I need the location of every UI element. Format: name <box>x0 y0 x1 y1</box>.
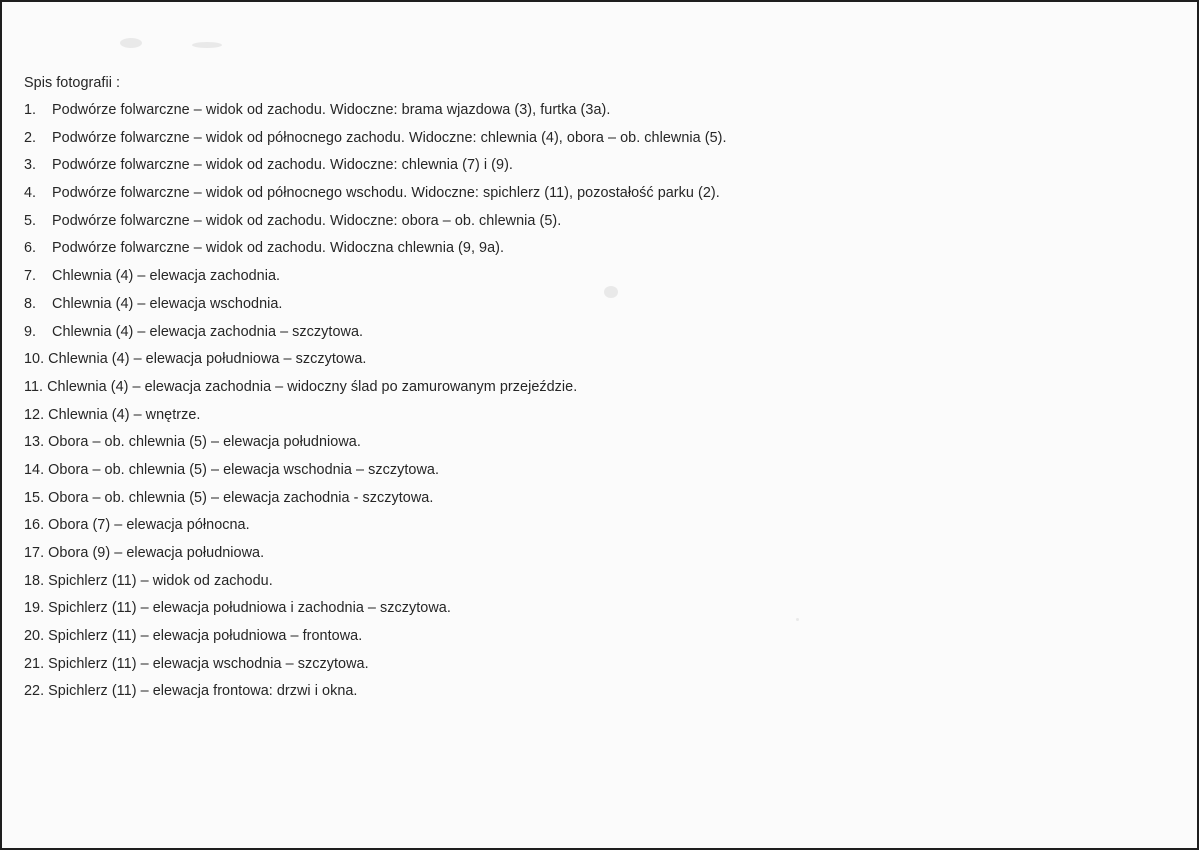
list-item <box>24 485 727 513</box>
list-item <box>24 678 727 706</box>
item-number: 7. <box>24 268 37 285</box>
scan-speck <box>796 618 799 621</box>
item-number: 13. <box>24 434 45 451</box>
list-item <box>24 568 727 596</box>
item-text: Spichlerz (11) – elewacja południowa i zachodnia – szczytowa. <box>48 600 451 617</box>
item-text: Chlewnia (4) – elewacja zachodnia – szczytowa. <box>52 323 364 340</box>
list-item <box>24 651 727 679</box>
item-number: 8. <box>24 295 37 312</box>
item-number: 19. <box>24 600 45 617</box>
item-text: Obora – ob. chlewnia (5) – elewacja południowa. <box>48 434 361 451</box>
list-item <box>24 263 727 291</box>
item-text: Spichlerz (11) – widok od zachodu. <box>48 572 273 589</box>
item-text: Obora – ob. chlewnia (5) – elewacja zachodnia - szczytowa. <box>48 489 434 506</box>
item-text: Podwórze folwarczne – widok od północnego wschodu. Widoczne: spichlerz (11), pozostałość parku (2). <box>52 185 720 202</box>
item-text: Obora (9) – elewacja południowa. <box>48 545 265 561</box>
item-text: Chlewnia (4) – elewacja wschodnia. <box>52 295 283 312</box>
list-item <box>24 208 727 236</box>
list-item <box>24 595 727 623</box>
item-text: Chlewnia (4) – elewacja południowa – szczytowa. <box>48 351 367 368</box>
document-title: Spis fotografii : <box>24 75 121 91</box>
list-item <box>24 346 727 374</box>
item-number: 10. <box>24 351 45 368</box>
item-number: 18. <box>24 572 45 589</box>
item-number: 11. <box>24 378 44 395</box>
list-item <box>24 457 727 485</box>
item-text: Podwórze folwarczne – widok od zachodu. Widoczne: brama wjazdowa (3), furtka (3a). <box>52 102 611 118</box>
item-number: 9. <box>24 323 37 340</box>
item-number: 16. <box>24 517 45 534</box>
list-item <box>24 623 727 651</box>
item-number: 22. <box>24 683 45 700</box>
list-item <box>24 540 727 568</box>
item-number: 6. <box>24 240 37 257</box>
item-number: 5. <box>24 212 37 229</box>
item-text: Chlewnia (4) – wnętrze. <box>48 406 201 423</box>
item-text: Chlewnia (4) – elewacja zachodnia. <box>52 268 281 285</box>
item-number: 21. <box>24 655 45 672</box>
item-text: Podwórze folwarczne – widok od północnego zachodu. Widoczne: chlewnia (4), obora – ob. chlewnia (5). <box>52 129 727 146</box>
list-item <box>24 319 727 347</box>
item-number: 4. <box>24 185 37 202</box>
list-item <box>24 512 727 540</box>
item-text: Spichlerz (11) – elewacja południowa – frontowa. <box>48 628 363 645</box>
scan-speck <box>120 38 142 48</box>
item-text: Podwórze folwarczne – widok od zachodu. Widoczne: chlewnia (7) i (9). <box>52 157 513 174</box>
item-number: 15. <box>24 489 45 506</box>
list-item <box>24 125 727 153</box>
item-text: Obora (7) – elewacja północna. <box>48 517 250 534</box>
scan-speck <box>192 42 222 48</box>
item-number: 17. <box>24 545 45 561</box>
list-item <box>24 402 727 430</box>
list-item <box>24 429 727 457</box>
list-item <box>24 374 727 402</box>
photo-list-document <box>24 70 727 706</box>
list-item <box>24 291 727 319</box>
item-text: Spichlerz (11) – elewacja frontowa: drzwi i okna. <box>48 683 358 700</box>
photo-list <box>24 97 727 706</box>
item-number: 20. <box>24 628 45 645</box>
item-number: 14. <box>24 461 45 478</box>
item-number: 2. <box>24 129 37 146</box>
list-item <box>24 97 727 125</box>
item-text: Podwórze folwarczne – widok od zachodu. Widoczna chlewnia (9, 9a). <box>52 240 505 257</box>
item-text: Spichlerz (11) – elewacja wschodnia – szczytowa. <box>48 655 369 672</box>
list-item <box>24 235 727 263</box>
item-number: 1. <box>24 102 37 118</box>
item-text: Podwórze folwarczne – widok od zachodu. Widoczne: obora – ob. chlewnia (5). <box>52 212 562 229</box>
item-number: 12. <box>24 406 45 423</box>
item-text: Obora – ob. chlewnia (5) – elewacja wschodnia – szczytowa. <box>48 461 439 478</box>
list-item <box>24 180 727 208</box>
item-text: Chlewnia (4) – elewacja zachodnia – widoczny ślad po zamurowanym przejeździe. <box>47 378 578 395</box>
list-item <box>24 152 727 180</box>
item-number: 3. <box>24 157 37 174</box>
